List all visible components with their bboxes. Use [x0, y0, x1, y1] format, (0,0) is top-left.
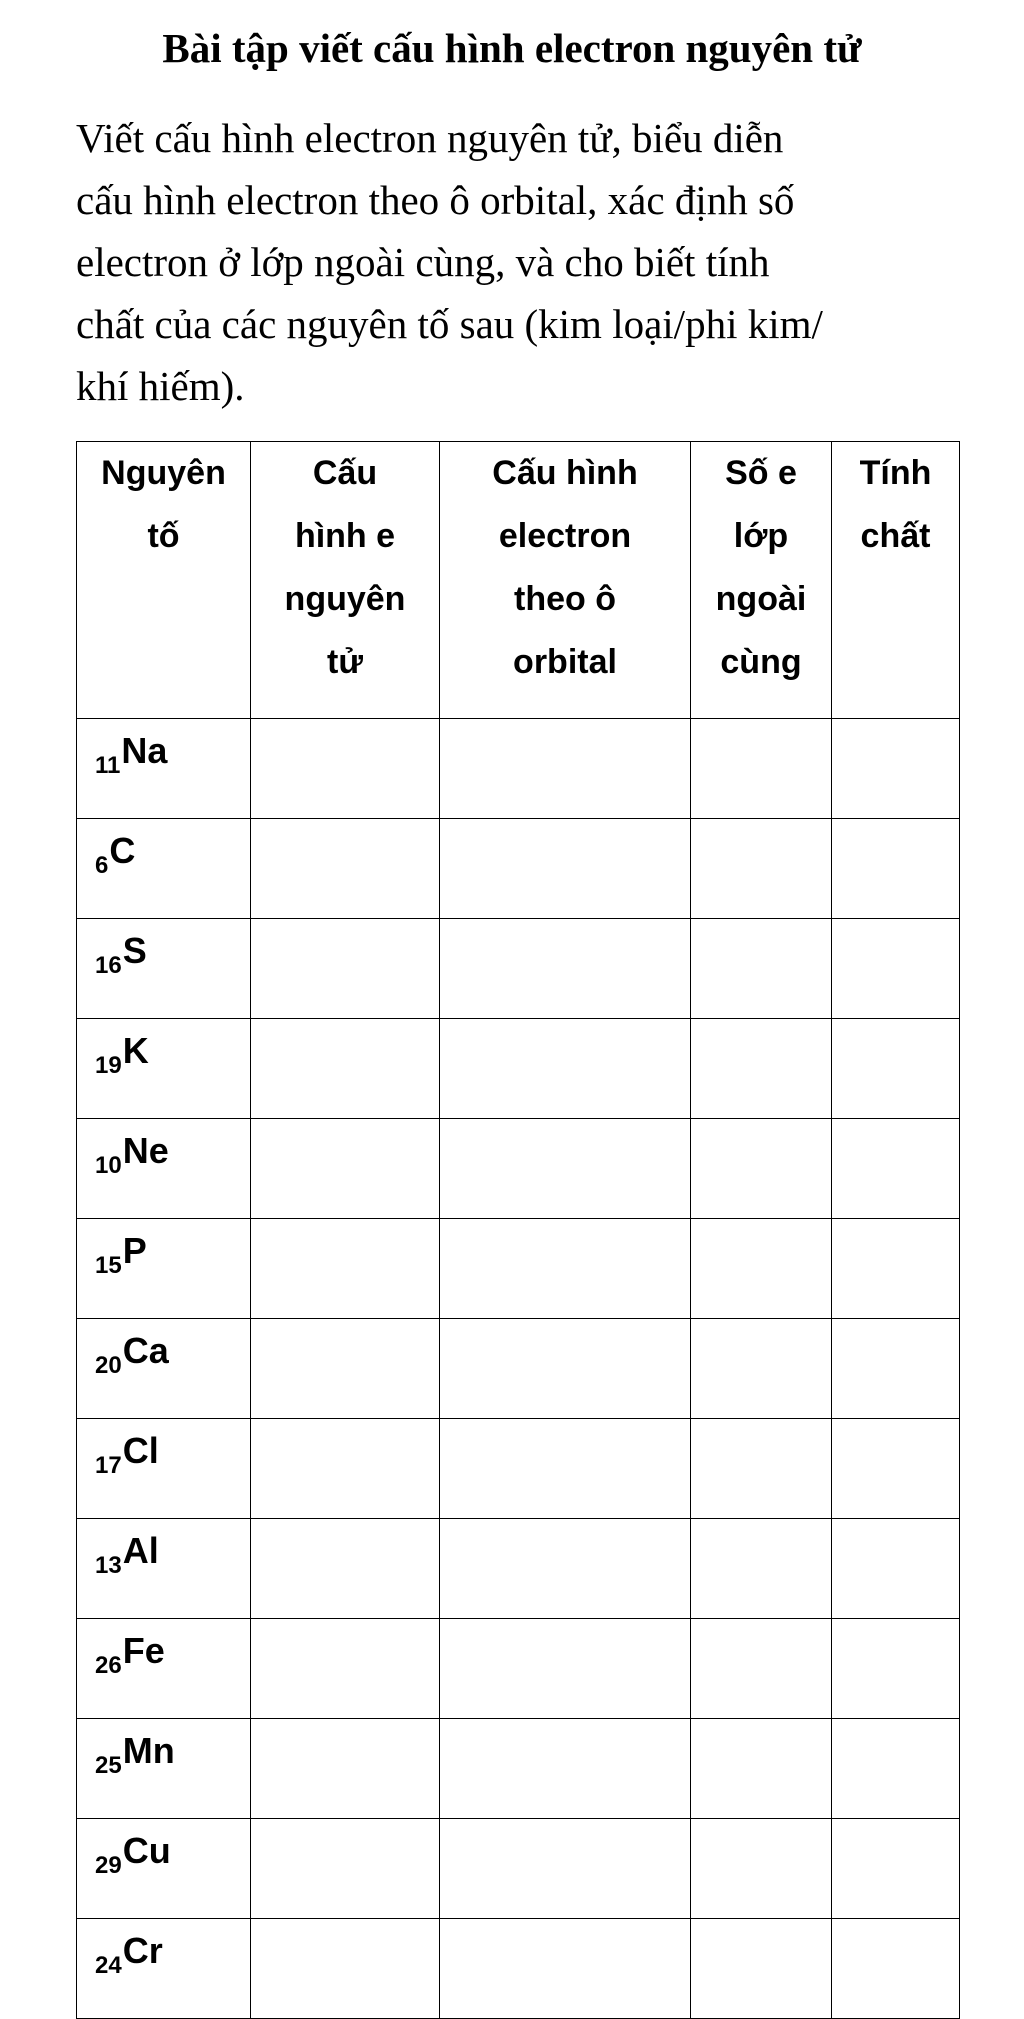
table-row	[77, 1919, 960, 2019]
header-line: Số e	[725, 454, 797, 492]
element-symbol: C	[109, 830, 136, 871]
element-cell	[77, 1419, 251, 1519]
electron-config-cell[interactable]	[251, 1919, 440, 2019]
header-line: orbital	[513, 643, 617, 681]
property-cell[interactable]	[832, 719, 960, 819]
header-line: tố	[147, 517, 180, 555]
electron-config-cell[interactable]	[251, 919, 440, 1019]
table-row	[77, 719, 960, 819]
table-row	[77, 1619, 960, 1719]
orbital-diagram-cell[interactable]	[440, 1819, 691, 1919]
orbital-diagram-cell[interactable]	[440, 919, 691, 1019]
atomic-number: 13	[95, 1552, 122, 1579]
header-line: tử	[327, 643, 363, 681]
element-cell	[77, 919, 251, 1019]
element-symbol: Cr	[122, 1930, 163, 1971]
outer-electrons-cell[interactable]	[691, 1719, 832, 1819]
header-line: lớp	[733, 517, 789, 555]
property-cell[interactable]	[832, 1919, 960, 2019]
atomic-number: 29	[95, 1852, 122, 1879]
header-outer-electrons	[691, 442, 832, 719]
element-cell	[77, 1219, 251, 1319]
header-line: ngoài	[715, 580, 807, 618]
header-electron-config	[251, 442, 440, 719]
element-cell	[77, 1819, 251, 1919]
table-row	[77, 919, 960, 1019]
outer-electrons-cell[interactable]	[691, 819, 832, 919]
element-table	[76, 441, 960, 2019]
header-line: chất	[860, 517, 931, 555]
outer-electrons-cell[interactable]	[691, 1619, 832, 1719]
instruction-line: electron ở lớp ngoài cùng, và cho biết tính	[76, 239, 770, 285]
header-line: nguyên	[284, 580, 406, 618]
header-line: Nguyên	[101, 454, 226, 492]
element-cell	[77, 1019, 251, 1119]
atomic-number: 25	[95, 1752, 122, 1779]
header-line: hình e	[294, 517, 396, 555]
electron-config-cell[interactable]	[251, 1119, 440, 1219]
table-row	[77, 1319, 960, 1419]
element-symbol: Cl	[122, 1430, 159, 1471]
atomic-number: 20	[95, 1352, 122, 1379]
table-row	[77, 1819, 960, 1919]
header-orbital-diagram	[440, 442, 691, 719]
table-row	[77, 1219, 960, 1319]
orbital-diagram-cell[interactable]	[440, 1219, 691, 1319]
outer-electrons-cell[interactable]	[691, 1019, 832, 1119]
instructions	[76, 107, 976, 417]
atomic-number: 10	[95, 1152, 122, 1179]
header-row	[77, 442, 960, 719]
orbital-diagram-cell[interactable]	[440, 1519, 691, 1619]
element-symbol: P	[122, 1230, 147, 1271]
instruction-line: khí hiếm).	[76, 363, 245, 409]
header-line: theo ô	[514, 580, 616, 618]
table-row	[77, 1419, 960, 1519]
outer-electrons-cell[interactable]	[691, 1219, 832, 1319]
atomic-number: 26	[95, 1652, 122, 1679]
atomic-number: 17	[95, 1452, 122, 1479]
element-cell	[77, 1519, 251, 1619]
header-line: Tính	[859, 454, 932, 492]
element-symbol: Mn	[122, 1730, 175, 1771]
element-symbol: Ca	[122, 1330, 169, 1371]
element-symbol: Cu	[122, 1830, 171, 1871]
property-cell[interactable]	[832, 1519, 960, 1619]
outer-electrons-cell[interactable]	[691, 1819, 832, 1919]
outer-electrons-cell[interactable]	[691, 1519, 832, 1619]
orbital-diagram-cell[interactable]	[440, 1619, 691, 1719]
electron-config-cell[interactable]	[251, 1719, 440, 1819]
property-cell[interactable]	[832, 1219, 960, 1319]
electron-config-cell[interactable]	[251, 1819, 440, 1919]
element-cell	[77, 1319, 251, 1419]
electron-config-cell[interactable]	[251, 1619, 440, 1719]
atomic-number: 24	[95, 1952, 122, 1979]
orbital-diagram-cell[interactable]	[440, 1119, 691, 1219]
page-title: Bài tập viết cấu hình electron nguyên tử	[162, 25, 862, 71]
header-line: Cấu	[312, 454, 378, 492]
atomic-number: 6	[95, 852, 109, 879]
property-cell[interactable]	[832, 1019, 960, 1119]
atomic-number: 19	[95, 1052, 122, 1079]
element-cell	[77, 1619, 251, 1719]
table-row	[77, 1719, 960, 1819]
element-symbol: Ne	[122, 1130, 169, 1171]
electron-config-cell[interactable]	[251, 1419, 440, 1519]
element-symbol: Na	[121, 730, 168, 771]
table-row	[77, 1019, 960, 1119]
orbital-diagram-cell[interactable]	[440, 819, 691, 919]
orbital-diagram-cell[interactable]	[440, 1419, 691, 1519]
orbital-diagram-cell[interactable]	[440, 1319, 691, 1419]
electron-config-cell[interactable]	[251, 1019, 440, 1119]
outer-electrons-cell[interactable]	[691, 1919, 832, 2019]
outer-electrons-cell[interactable]	[691, 1319, 832, 1419]
property-cell[interactable]	[832, 1819, 960, 1919]
atomic-number: 16	[95, 952, 122, 979]
electron-config-cell[interactable]	[251, 819, 440, 919]
element-symbol: Al	[122, 1530, 159, 1571]
header-property	[832, 442, 960, 719]
property-cell[interactable]	[832, 1619, 960, 1719]
outer-electrons-cell[interactable]	[691, 1419, 832, 1519]
table-row	[77, 819, 960, 919]
element-cell	[77, 819, 251, 919]
property-cell[interactable]	[832, 1119, 960, 1219]
outer-electrons-cell[interactable]	[691, 919, 832, 1019]
atomic-number: 15	[95, 1252, 122, 1279]
orbital-diagram-cell[interactable]	[440, 1019, 691, 1119]
atomic-number: 11	[95, 752, 121, 779]
orbital-diagram-cell[interactable]	[440, 1919, 691, 2019]
element-symbol: K	[122, 1030, 149, 1071]
electron-config-cell[interactable]	[251, 719, 440, 819]
header-line: cùng	[720, 643, 802, 681]
property-cell[interactable]	[832, 1319, 960, 1419]
orbital-diagram-cell[interactable]	[440, 1719, 691, 1819]
outer-electrons-cell[interactable]	[691, 719, 832, 819]
element-cell	[77, 1919, 251, 2019]
header-element	[77, 442, 251, 719]
property-cell[interactable]	[832, 1719, 960, 1819]
element-symbol: Fe	[122, 1630, 165, 1671]
property-cell[interactable]	[832, 819, 960, 919]
element-symbol: S	[122, 930, 147, 971]
header-line: Cấu hình	[492, 454, 638, 492]
electron-config-cell[interactable]	[251, 1219, 440, 1319]
instruction-line: cấu hình electron theo ô orbital, xác định số	[76, 177, 795, 223]
electron-config-cell[interactable]	[251, 1519, 440, 1619]
header-line: electron	[498, 517, 632, 555]
table-row	[77, 1119, 960, 1219]
instruction-line: chất của các nguyên tố sau (kim loại/phi kim/	[76, 301, 823, 347]
property-cell[interactable]	[832, 1419, 960, 1519]
instruction-line: Viết cấu hình electron nguyên tử, biểu diễn	[76, 115, 784, 161]
outer-electrons-cell[interactable]	[691, 1119, 832, 1219]
table-row	[77, 1519, 960, 1619]
electron-config-cell[interactable]	[251, 1319, 440, 1419]
property-cell[interactable]	[832, 919, 960, 1019]
element-cell	[77, 1119, 251, 1219]
element-cell	[77, 1719, 251, 1819]
element-cell	[77, 719, 251, 819]
orbital-diagram-cell[interactable]	[440, 719, 691, 819]
